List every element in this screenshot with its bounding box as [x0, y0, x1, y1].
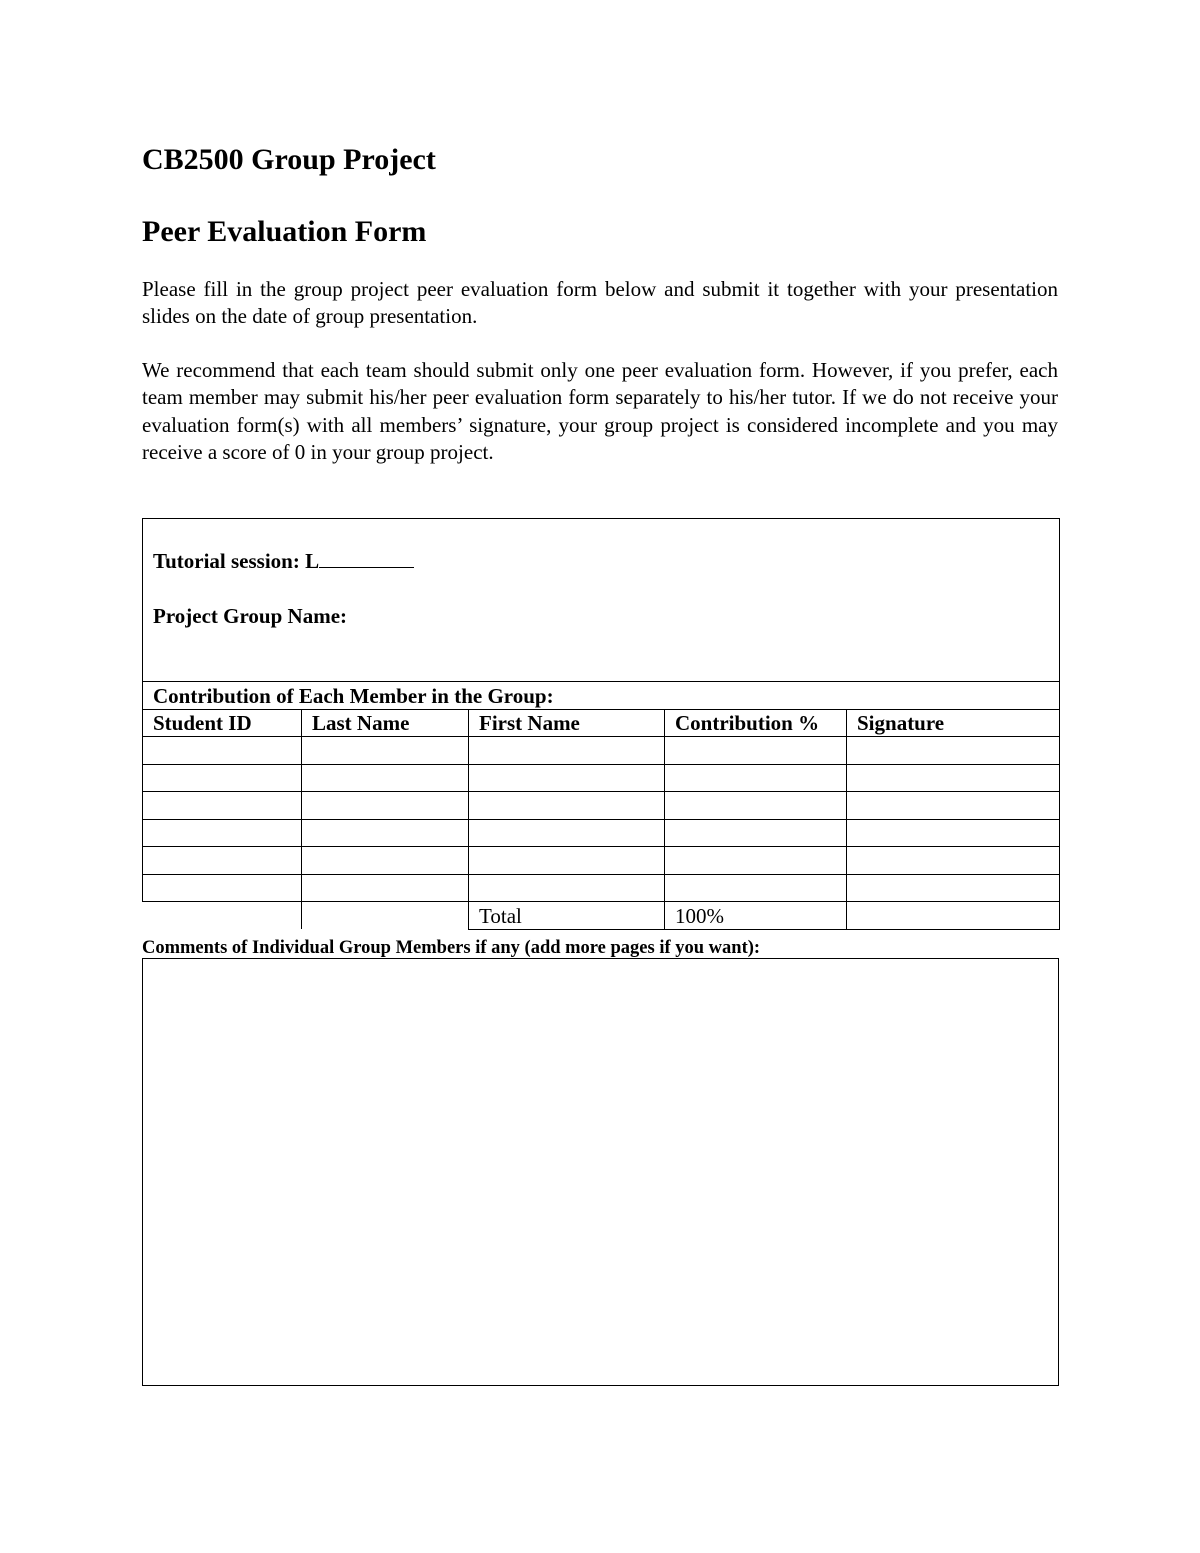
- table-row: [143, 792, 1060, 820]
- signature-cell[interactable]: [847, 764, 1060, 792]
- first-name-cell[interactable]: [469, 764, 665, 792]
- total-row-spacer: [143, 902, 302, 930]
- student-id-cell[interactable]: [143, 819, 302, 847]
- comments-box[interactable]: [142, 958, 1059, 1386]
- first-name-cell[interactable]: [469, 819, 665, 847]
- table-row: [143, 874, 1060, 902]
- last-name-cell[interactable]: [302, 819, 469, 847]
- column-header-student-id: Student ID: [143, 709, 302, 737]
- group-info-cell: [143, 519, 1060, 682]
- table-row: [143, 819, 1060, 847]
- last-name-cell[interactable]: [302, 792, 469, 820]
- last-name-cell[interactable]: [302, 764, 469, 792]
- last-name-cell[interactable]: [302, 847, 469, 875]
- column-header-signature: Signature: [847, 709, 1060, 737]
- student-id-cell[interactable]: [143, 847, 302, 875]
- total-row: [143, 902, 1060, 930]
- document-subtitle: Peer Evaluation Form: [142, 215, 427, 248]
- student-id-cell[interactable]: [143, 792, 302, 820]
- column-header-contribution: Contribution %: [665, 709, 847, 737]
- signature-cell[interactable]: [847, 819, 1060, 847]
- contribution-cell[interactable]: [665, 792, 847, 820]
- first-name-cell[interactable]: [469, 737, 665, 765]
- contribution-cell[interactable]: [665, 764, 847, 792]
- project-group-name-label: Project Group Name:: [153, 604, 348, 628]
- table-header-row: [143, 709, 1060, 737]
- signature-cell[interactable]: [847, 792, 1060, 820]
- contribution-heading: Contribution of Each Member in the Group:: [143, 682, 1060, 710]
- table-row: [143, 847, 1060, 875]
- student-id-cell[interactable]: [143, 737, 302, 765]
- signature-cell[interactable]: [847, 847, 1060, 875]
- instruction-paragraph-2: We recommend that each team should submit only one peer evaluation form. However, if you prefer, each team member may submit his/her peer evaluation form separately to his/her tutor. If we do not receive your evaluation form(s) with all members’ signature, your group project is considered incomplete and you may receive a score of 0 in your group project.: [142, 358, 1058, 464]
- peer-evaluation-table: [142, 518, 1060, 930]
- first-name-cell[interactable]: [469, 847, 665, 875]
- document-title: CB2500 Group Project: [142, 143, 436, 176]
- comments-label: Comments of Individual Group Members if any (add more pages if you want):: [142, 938, 761, 958]
- signature-cell[interactable]: [847, 737, 1060, 765]
- total-signature-cell[interactable]: [847, 902, 1060, 930]
- table-row: [143, 737, 1060, 765]
- tutorial-session-blank[interactable]: [319, 547, 414, 568]
- table-row: [143, 764, 1060, 792]
- contribution-cell[interactable]: [665, 737, 847, 765]
- student-id-cell[interactable]: [143, 874, 302, 902]
- first-name-cell[interactable]: [469, 874, 665, 902]
- column-header-last-name: Last Name: [302, 709, 469, 737]
- signature-cell[interactable]: [847, 874, 1060, 902]
- contribution-cell[interactable]: [665, 874, 847, 902]
- student-id-cell[interactable]: [143, 764, 302, 792]
- total-label: Total: [469, 902, 665, 930]
- tutorial-session-field[interactable]: [153, 547, 1049, 575]
- last-name-cell[interactable]: [302, 737, 469, 765]
- first-name-cell[interactable]: [469, 792, 665, 820]
- instruction-paragraph-1: Please fill in the group project peer evaluation form below and submit it together with your presentation slides on the date of group presentation.: [142, 277, 1058, 329]
- contribution-cell[interactable]: [665, 819, 847, 847]
- tutorial-session-label: Tutorial session: L: [153, 549, 320, 573]
- contribution-cell[interactable]: [665, 847, 847, 875]
- total-row-spacer: [302, 902, 469, 930]
- column-header-first-name: First Name: [469, 709, 665, 737]
- last-name-cell[interactable]: [302, 874, 469, 902]
- total-value: 100%: [665, 902, 847, 930]
